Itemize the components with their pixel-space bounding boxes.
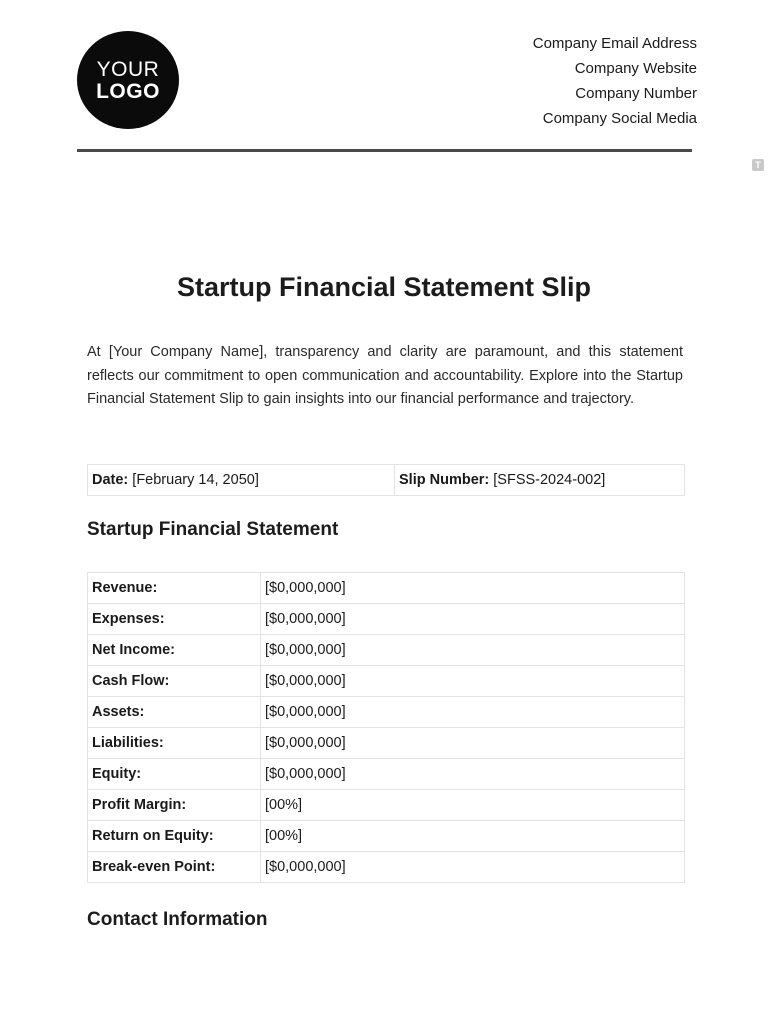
row-label: Assets: xyxy=(88,697,261,728)
row-value: [$0,000,000] xyxy=(261,635,685,666)
company-website: Company Website xyxy=(574,60,697,77)
slip-number-label: Slip Number: xyxy=(399,472,490,488)
date-value: [February 14, 2050] xyxy=(132,472,259,488)
row-label: Cash Flow: xyxy=(88,666,261,697)
page-title: Startup Financial Statement Slip xyxy=(176,272,592,302)
row-label: Expenses: xyxy=(88,604,261,635)
row-label: Liabilities: xyxy=(88,728,261,759)
table-row xyxy=(88,697,685,728)
row-value: [00%] xyxy=(261,790,685,821)
row-label: Profit Margin: xyxy=(88,790,261,821)
row-value: [$0,000,000] xyxy=(261,728,685,759)
financial-statement-body xyxy=(88,573,685,883)
row-value: [$0,000,000] xyxy=(261,604,685,635)
row-label: Return on Equity: xyxy=(88,821,261,852)
financial-statement-heading: Startup Financial Statement xyxy=(87,519,339,540)
header-divider xyxy=(77,149,692,152)
row-value: [$0,000,000] xyxy=(261,697,685,728)
table-row xyxy=(88,790,685,821)
table-row xyxy=(88,666,685,697)
company-email: Company Email Address xyxy=(532,35,697,52)
slip-number-cell xyxy=(395,465,685,496)
row-value: [$0,000,000] xyxy=(261,573,685,604)
financial-statement-table xyxy=(87,572,685,883)
logo-line-1: YOUR xyxy=(96,57,160,81)
table-row xyxy=(88,465,685,496)
table-row xyxy=(88,821,685,852)
table-row xyxy=(88,728,685,759)
company-logo xyxy=(77,31,179,129)
template-tag-icon[interactable]: T xyxy=(752,159,764,171)
table-row xyxy=(88,635,685,666)
contact-information-heading: Contact Information xyxy=(87,909,268,930)
date-label: Date: xyxy=(92,472,129,488)
company-number: Company Number xyxy=(575,85,697,102)
table-row xyxy=(88,759,685,790)
row-value: [00%] xyxy=(261,821,685,852)
intro-paragraph: At [Your Company Name], transparency and clarity are paramount, and this statement reflects our commitment to open communication and accountability. Explore into the Startup Financial Statement Slip to gain insights into our financial performance and trajectory. xyxy=(87,344,683,408)
row-label: Break-even Point: xyxy=(88,852,261,883)
slip-number-value: [SFSS-2024-002] xyxy=(493,472,606,488)
table-row xyxy=(88,852,685,883)
table-row xyxy=(88,573,685,604)
row-value: [$0,000,000] xyxy=(261,759,685,790)
row-value: [$0,000,000] xyxy=(261,666,685,697)
row-label: Equity: xyxy=(88,759,261,790)
row-label: Revenue: xyxy=(88,573,261,604)
logo-line-2: LOGO xyxy=(96,79,160,103)
company-contact-block xyxy=(533,31,697,131)
slip-info-table xyxy=(87,464,685,496)
company-social-media: Company Social Media xyxy=(542,110,697,127)
date-cell xyxy=(88,465,395,496)
row-label: Net Income: xyxy=(88,635,261,666)
table-row xyxy=(88,604,685,635)
row-value: [$0,000,000] xyxy=(261,852,685,883)
